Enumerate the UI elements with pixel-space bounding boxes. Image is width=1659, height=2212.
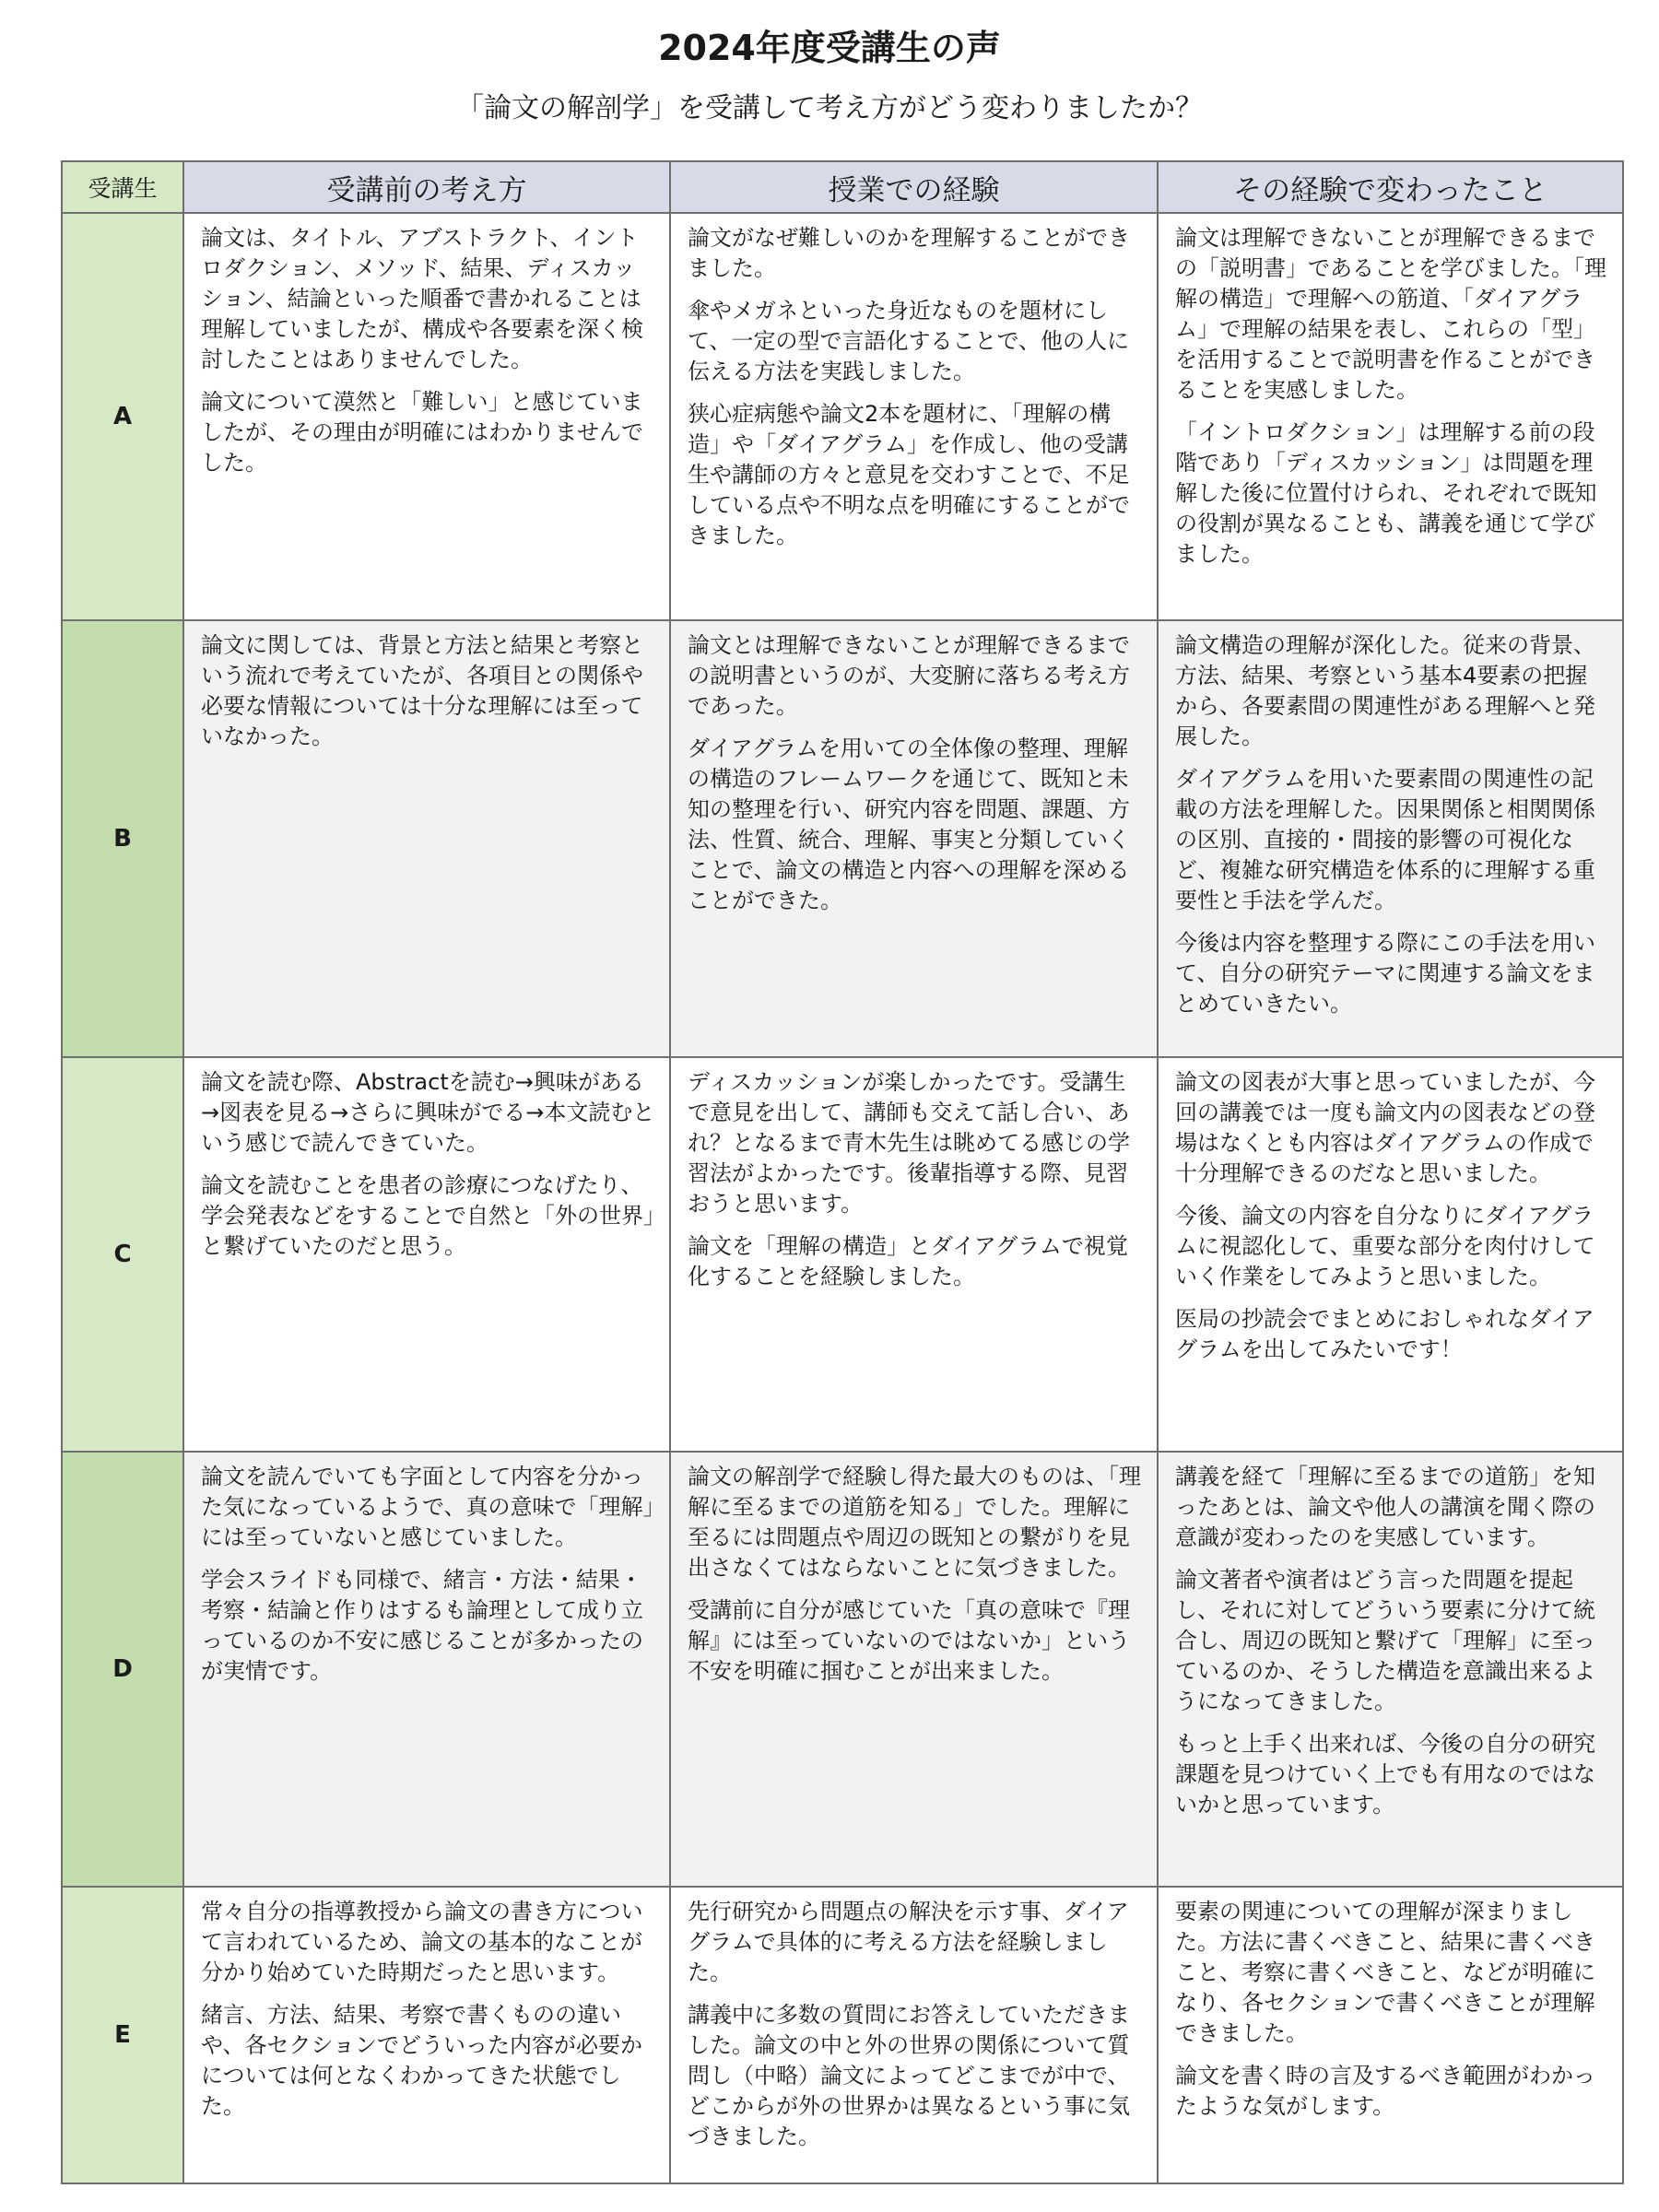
cell-paragraph: 論文を「理解の構造」とダイアグラムで視覚化することを経験しました。 (688, 1233, 1128, 1289)
cell-paragraph: 論文を書く時の言及するべき範囲がわかったような気がします。 (1175, 2063, 1595, 2119)
cell-paragraph: ダイアグラムを用いた要素間の関連性の記載の方法を理解した。因果関係と相関関係の区別、直接的・間接的影響の可視化など、複雑な研究構造を体系的に理解する重要性と手法を学んだ。 (1175, 766, 1595, 913)
cell-change (1158, 1887, 1623, 2183)
table-row (62, 1452, 1623, 1887)
cell-paragraph: 受講前に自分が感じていた「真の意味で『理解』には至っていないのではないか」という不安を明確に掴むことが出来ました。 (688, 1597, 1130, 1684)
header-before: 受講前の考え方 (183, 161, 670, 213)
page-title: 2024年度受講生の声 (658, 28, 1001, 68)
cell-paragraph: ディスカッションが楽しかったです。受講生で意見を出して、講師も交えて話し合い、あれ？となるまで青木先生は眺めてる感じの学習法がよかったです。後輩指導する際、見習おうと思います。 (688, 1069, 1130, 1217)
cell-paragraph: 今後は内容を整理する際にこの手法を用いて、自分の研究テーマに関連する論文をまとめていきたい。 (1175, 930, 1595, 1017)
cell-paragraph: 論文は、タイトル、アブストラクト、イントロダクション、メソッド、結果、ディスカッション、結論といった順番で書かれることは理解していましたが、構成や各要素を深く検討したことはありませんでした。 (201, 225, 643, 372)
cell-paragraph: 先行研究から問題点の解決を示す事、ダイアグラムで具体的に考える方法を経験しました。 (688, 1899, 1129, 1985)
cell-paragraph: 講義を経て「理解に至るまでの道筋」を知ったあとは、論文や他人の講演を聞く際の意識が変わったのを実感しています。 (1175, 1464, 1595, 1550)
cell-before (183, 1452, 670, 1887)
cell-paragraph: 論文の解剖学で経験し得た最大のものは、「理解に至るまでの道筋を知る」でした。理解に至るには問題点や周辺の既知との繋がりを見出さなくてはならないことに気づきました。 (688, 1464, 1141, 1581)
header-student: 受講生 (62, 161, 183, 213)
cell-paragraph: 論文著者や演者はどう言った問題を提起し、それに対してどういう要素に分けて統合し、周辺の既知と繋げて「理解」に至っているのか、そうした構造を意識出来るようになってきました。 (1175, 1567, 1595, 1714)
table-row (62, 1887, 1623, 2183)
cell-before (183, 1057, 670, 1452)
table-row (62, 213, 1623, 620)
cell-paragraph: 緒言、方法、結果、考察で書くものの違いや、各セクションでどういった内容が必要かについては何となくわかってきた状態でした。 (201, 2002, 643, 2119)
header-experience: 授業での経験 (670, 161, 1158, 213)
cell-paragraph: 狭心症病態や論文2本を題材に、「理解の構造」や「ダイアグラム」を作成し、他の受講生や講師の方々と意見を交わすことで、不足している点や不明な点を明確にすることができました。 (688, 401, 1130, 548)
cell-paragraph: 講義中に多数の質問にお答えしていただきました。論文の中と外の世界の関係について質問し（中略）論文によってどこまでが中で、どこからが外の世界かは異なるという事に気づきました。 (688, 2002, 1130, 2149)
student-label: A (62, 213, 183, 620)
header-change: その経験で変わったこと (1158, 161, 1623, 213)
cell-paragraph: 論文構造の理解が深化した。従来の背景、方法、結果、考察という基本4要素の把握から、各要素間の関連性がある理解へと発展した。 (1175, 632, 1595, 749)
feedback-table (61, 160, 1624, 2184)
student-label: E (62, 1887, 183, 2183)
cell-change (1158, 1452, 1623, 1887)
cell-paragraph: 論文は理解できないことが理解できるまでの「説明書」であることを学びました。「理解の構造」で理解への筋道、「ダイアグラム」で理解の結果を表し、これらの「型」を活用することで説明書を作ることができることを実感しました。 (1175, 225, 1606, 403)
cell-paragraph: 論文を読むことを患者の診療につなげたり、学会発表などをすることで自然と「外の世界」と繋げていたのだと思う。 (201, 1172, 654, 1259)
cell-paragraph: 論文を読む際、Abstractを読む→興味がある→図表を見る→さらに興味がでる→本文読むという感じで読んできていた。 (201, 1069, 655, 1156)
cell-before (183, 620, 670, 1057)
student-label: C (62, 1057, 183, 1452)
cell-paragraph: 要素の関連についての理解が深まりました。方法に書くべきこと、結果に書くべきこと、考察に書くべきこと、などが明確になり、各セクションで書くべきことが理解できました。 (1175, 1899, 1595, 2046)
cell-paragraph: 論文の図表が大事と思っていましたが、今回の講義では一度も論文内の図表などの登場はなくとも内容はダイアグラムの作成で十分理解できるのだなと思いました。 (1175, 1069, 1595, 1186)
cell-change (1158, 1057, 1623, 1452)
cell-paragraph: 傘やメガネといった身近なものを題材にして、一定の型で言語化することで、他の人に伝える方法を実践しました。 (688, 298, 1130, 384)
cell-paragraph: ダイアグラムを用いての全体像の整理、理解の構造のフレームワークを通じて、既知と未知の整理を行い、研究内容を問題、課題、方法、性質、統合、理解、事実と分類していくことで、論文の構造と内容への理解を深めることができた。 (688, 735, 1130, 913)
cell-paragraph: 医局の抄読会でまとめにおしゃれなダイアグラムを出してみたいです！ (1175, 1306, 1594, 1362)
cell-experience (670, 213, 1158, 620)
cell-experience (670, 1452, 1158, 1887)
cell-experience (670, 1887, 1158, 2183)
table-row (62, 1057, 1623, 1452)
student-label: B (62, 620, 183, 1057)
cell-paragraph: 論文とは理解できないことが理解できるまでの説明書というのが、大変腑に落ちる考え方であった。 (688, 632, 1130, 719)
cell-paragraph: 論文がなぜ難しいのかを理解することができました。 (688, 225, 1130, 281)
page-subtitle: 「論文の解剖学」を受講して考え方がどう変わりましたか？ (456, 92, 1203, 124)
cell-paragraph: 論文に関しては、背景と方法と結果と考察という流れで考えていたが、各項目との関係や必要な情報については十分な理解には至っていなかった。 (201, 632, 643, 749)
cell-paragraph: 今後、論文の内容を自分なりにダイアグラムに視認化して、重要な部分を肉付けしていく作業をしてみようと思いました。 (1175, 1203, 1595, 1289)
cell-paragraph: もっと上手く出来れば、今後の自分の研究課題を見つけていく上でも有用なのではないかと思っています。 (1175, 1731, 1595, 1818)
table-row (62, 620, 1623, 1057)
cell-paragraph: 学会スライドも同様で、緒言・方法・結果・考察・結論と作りはするも論理として成り立っているのか不安に感じることが多かったのが実情です。 (201, 1567, 643, 1684)
cell-before (183, 1887, 670, 2183)
cell-paragraph: 論文について漠然と「難しい」と感じていましたが、その理由が明確にはわかりませんでした。 (201, 389, 643, 476)
table-header-row (62, 161, 1623, 213)
cell-change (1158, 213, 1623, 620)
cell-experience (670, 1057, 1158, 1452)
cell-experience (670, 620, 1158, 1057)
student-label: D (62, 1452, 183, 1887)
cell-paragraph: 論文を読んでいても字面として内容を分かった気になっているようで、真の意味で「理解」には至っていないと感じていました。 (201, 1464, 654, 1550)
cell-change (1158, 620, 1623, 1057)
cell-before (183, 213, 670, 620)
cell-paragraph: 「イントロダクション」は理解する前の段階であり「ディスカッション」は問題を理解した後に位置付けられ、それぞれで既知の役割が異なることも、講義を通じて学びました。 (1175, 419, 1597, 567)
cell-paragraph: 常々自分の指導教授から論文の書き方について言われているため、論文の基本的なことが分かり始めていた時期だったと思います。 (201, 1899, 643, 1985)
